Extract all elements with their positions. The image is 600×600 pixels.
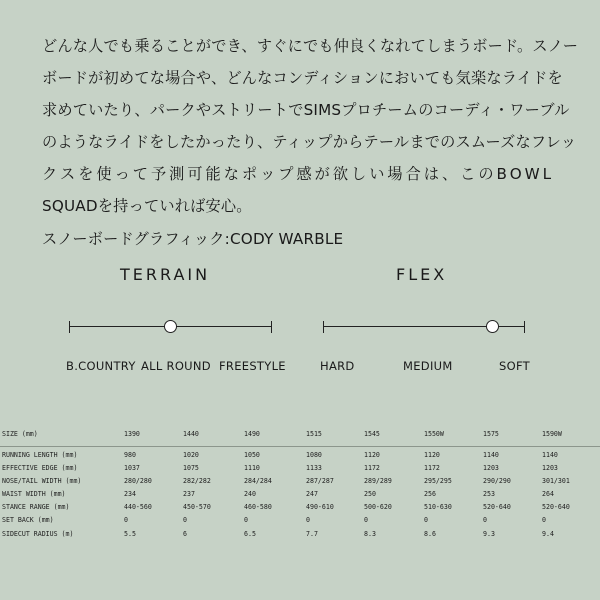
description-line: ボードが初めてな場合や、どんなコンディションにおいても気楽なライドを [42,69,563,87]
description-line: クスを使って予測可能なポップ感が欲しい場合は、このBOWL [42,165,555,183]
spec-cell: 256 [424,490,436,498]
spec-cell: 9.4 [542,530,554,538]
spec-cell: 1120 [364,451,380,459]
spec-cell: 1172 [424,464,440,472]
spec-cell: 6 [183,530,187,538]
spec-size-7: 1575 [483,430,499,438]
spec-cell: 520-640 [483,503,511,511]
spec-cell: 0 [542,516,546,524]
flex-tick-left [323,321,324,333]
spec-cell: 0 [306,516,310,524]
flex-indicator [486,320,499,333]
spec-row-label: RUNNING LENGTH (mm) [2,451,78,459]
graphic-credit: スノーボードグラフィック:CODY WARBLE [42,230,344,248]
spec-cell: 1203 [483,464,499,472]
spec-cell: 237 [183,490,195,498]
spec-row [0,477,600,487]
spec-size-6: 1550W [424,430,444,438]
spec-cell: 1075 [183,464,199,472]
spec-cell: 1110 [244,464,260,472]
flex-tick-right [524,321,525,333]
spec-cell: 0 [483,516,487,524]
spec-cell: 1050 [244,451,260,459]
spec-size-1: 1390 [124,430,140,438]
spec-cell: 1037 [124,464,140,472]
spec-cell: 440-560 [124,503,152,511]
spec-size-4: 1515 [306,430,322,438]
flex-label-medium: MEDIUM [403,359,453,373]
product-description [42,30,579,255]
terrain-label-allround: ALL ROUND [141,359,211,373]
spec-cell: 1080 [306,451,322,459]
spec-size-5: 1545 [364,430,380,438]
spec-cell: 295/295 [424,477,452,485]
spec-cell: 264 [542,490,554,498]
terrain-title: TERRAIN [120,265,211,284]
spec-cell: 7.7 [306,530,318,538]
spec-row-label: STANCE RANGE (mm) [2,503,70,511]
spec-cell: 6.5 [244,530,256,538]
spec-cell: 1120 [424,451,440,459]
description-line: 求めていたり、パークやストリートでSIMSプロチームのコーディ・ワーブル [42,101,570,119]
spec-cell: 1203 [542,464,558,472]
spec-row-label: SIDECUT RADIUS (m) [2,530,74,538]
spec-cell: 5.5 [124,530,136,538]
spec-cell: 500-620 [364,503,392,511]
spec-cell: 0 [244,516,248,524]
spec-cell: 250 [364,490,376,498]
spec-divider [0,446,600,447]
spec-cell: 1133 [306,464,322,472]
spec-row [0,530,600,540]
spec-cell: 253 [483,490,495,498]
spec-cell: 0 [183,516,187,524]
spec-cell: 460-580 [244,503,272,511]
spec-row-label: EFFECTIVE EDGE (mm) [2,464,78,472]
spec-cell: 1140 [542,451,558,459]
spec-row-label: NOSE/TAIL WIDTH (mm) [2,477,82,485]
spec-cell: 0 [424,516,428,524]
spec-row [0,516,600,526]
flex-label-hard: HARD [320,359,355,373]
spec-cell: 240 [244,490,256,498]
description-line: どんな人でも乗ることができ、すぐにでも仲良くなれてしまうボード。スノー [42,37,579,55]
spec-row-label: SET BACK (mm) [2,516,54,524]
spec-cell: 510-630 [424,503,452,511]
spec-cell: 289/289 [364,477,392,485]
spec-cell: 8.6 [424,530,436,538]
spec-cell: 490-610 [306,503,334,511]
terrain-indicator [164,320,177,333]
spec-cell: 9.3 [483,530,495,538]
spec-cell: 1020 [183,451,199,459]
flex-label-soft: SOFT [499,359,530,373]
spec-cell: 280/280 [124,477,152,485]
spec-header-label: SIZE (mm) [2,430,38,438]
spec-cell: 1172 [364,464,380,472]
spec-cell: 282/282 [183,477,211,485]
spec-cell: 450-570 [183,503,211,511]
spec-cell: 290/290 [483,477,511,485]
spec-cell: 301/301 [542,477,570,485]
spec-cell: 520-640 [542,503,570,511]
terrain-tick-left [69,321,70,333]
spec-size-3: 1490 [244,430,260,438]
description-line: SQUADを持っていれば安心。 [42,197,252,215]
spec-row [0,503,600,513]
spec-size-2: 1440 [183,430,199,438]
terrain-tick-right [271,321,272,333]
spec-row [0,490,600,500]
spec-cell: 8.3 [364,530,376,538]
flex-title: FLEX [396,265,448,284]
spec-cell: 234 [124,490,136,498]
spec-cell: 0 [124,516,128,524]
spec-cell: 1140 [483,451,499,459]
terrain-label-bcountry: B.COUNTRY [66,359,136,373]
spec-size-8: 1590W [542,430,562,438]
spec-cell: 284/284 [244,477,272,485]
spec-row [0,464,600,474]
spec-cell: 980 [124,451,136,459]
spec-cell: 287/287 [306,477,334,485]
description-line: のようなライドをしたかったり、ティップからテールまでのスムーズなフレッ [42,133,577,151]
spec-cell: 247 [306,490,318,498]
spec-row [0,451,600,461]
spec-cell: 0 [364,516,368,524]
spec-header-row [0,430,600,440]
spec-row-label: WAIST WIDTH (mm) [2,490,66,498]
terrain-label-freestyle: FREESTYLE [219,359,286,373]
